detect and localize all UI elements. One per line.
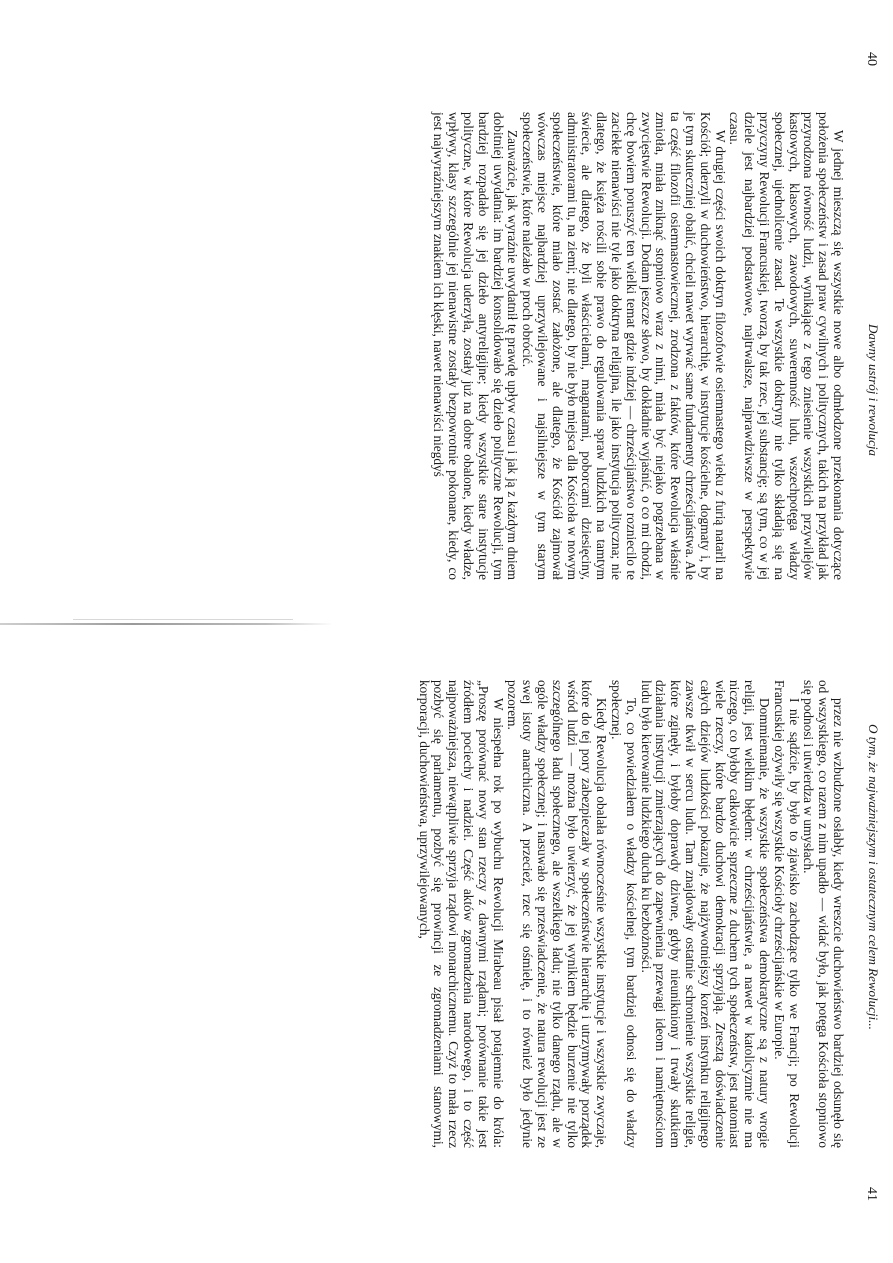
paragraph: I nie sądźcie, by było to zjawisko zachodzące tylko we Francji; po Rewolucji Francuskiej ożywiły się wszystkie Kościoły chrześcijańskie w Europie. [771, 680, 802, 1148]
running-head: Dawny ustrój i rewolucja [866, 323, 881, 457]
paragraph: W jednej mieszczą się wszystkie nowe albo odmłodzone przekonania dotyczące położenia społeczeństw i zasad praw cywilnych i politycznych, takich na przykład jak przyrodzona równość ludzi, wynikające z tego zniesienie wszystkich przywilejów kastowych, klasowych, zawodowych, suwerenność ludu, wszechpotęga władzy społecznej, ujednolicenie zasad. Te wszystkie doktryny nie tylko składają się na przyczyny Rewolucji Francuskiej, tworzą, by tak rzec, jej substancję; są tym, co w jej dziele jest najbardziej podstawowe, najtrwalsze, najprawdziwsze w perspektywie czasu. [727, 112, 846, 580]
paragraph: W niespełna rok po wybuchu Rewolucji Mirabeau pisał potajemnie do króla: „Proszę porównać nowy stan rzeczy z dawnymi rządami; porównanie takie jest źródłem pociechy i nadziei. Część aktów zgromadzenia narodowego, i to część najpoważniejsza, niewątpliwie sprzyja rządowi monarchicznemu. Czyż to mała rzecz pozbyć się parlamentu, pozbyć się prowincji ze zgromadzeniami stanowymi, korporacji, duchowieństwa, uprzywilejowanych, [416, 680, 506, 1148]
paragraph: przez nie wzbudzone osłabły, kiedy wreszcie duchowieństwo bardziej odsunęło się od wszystkiego, co razem z nim upadło — widać było, jak potęga Kościoła stopniowo się podnosi i utwierdza w umysłach. [801, 680, 846, 1148]
gutter-line [73, 619, 293, 620]
right-page [0, 632, 893, 1263]
page-number: 40 [864, 52, 879, 66]
running-head: O tym, że najważniejszym i ostatecznym celem Rewolucji... [866, 724, 881, 1030]
paragraph: W drugiej części swoich doktryn filozofowie osiemnastego wieku z furią natarli na Kościół; uderzyli w duchowieństwo, hierarchię, w instytucje kościelne, dogmaty i, by je tym skuteczniej obalić, chcieli nawet wyrwać same fundamenty chrześcijaństwa. Ale ta część filozofii osiemnastowiecznej, zrodzona z faktów, które Rewolucja właśnie zmiotła, miała zniknąć stopniowo wraz z nimi, miała być niejako pogrzebana w zwycięstwie Rewolucji. Dodam jeszcze słowo, by dokładnie wyjaśnić, o co mi chodzi, chcę bowiem poruszyć ten wielki temat gdzie indziej — chrześcijaństwo rozniecilo te zaciekłe nienawiści nie tyle jako doktryna religijna, ile jako instytucja polityczna; nie dlatego, że księża rościli sobie prawo do regulowania spraw ludzkich na tamtym świecie, ale dlatego, że byli właścicielami, magnatami, poborcami dziesięciny, administratorami tu, na ziemi; nie dlatego, by nie było miejsca dla Kościoła w nowym społeczeństwie, które miało zostać założone, ale dlatego, że Kościół zajmował wówczas miejsce najbardziej uprzywilejowane i najsilniejsze w tym starym społeczeństwie, które należało w proch obrócić. [520, 112, 728, 580]
body-text [416, 680, 845, 1148]
paragraph: To, co powiedziałem o władzy kościelnej, tym bardziej odnosi się do władzy społecznej. [609, 680, 639, 1148]
paragraph: Zauważcie, jak wyraźnie uwydatnił tę prawdę upływ czasu i jak ją z każdym dniem dobitniej uwydatnia: im bardziej konsolidowało się dzieło polityczne Rewolucji, tym bardziej rozpadało się jej dzieło antyreligijne; kiedy wszystkie stare instytucje polityczne, w które Rewolucja uderzyła, zostały już na dobre obalone, kiedy władze, wpływy, klasy szczególnie jej nienawistne zostały bezpowrotnie pokonane, kiedy, co jest najwyraźniejszym znakiem ich klęski, nawet nienawiści niegdyś [431, 112, 521, 580]
page-number: 41 [864, 1187, 879, 1201]
body-text [431, 112, 845, 580]
paragraph: Dommiemanie, że wszystkie społeczeństwa demokratyczne są z natury wrogie religii, jest wielkim błędem: w chrześcijaństwie, a nawet w katolicyzmie nie ma niczego, co byłoby całkowicie sprzeczne z duchem tych społeczeństw, jest natomiast wiele rzeczy, które bardzo duchowi demokracji sprzyjają. Zresztą doświadczenie całych dziejów ludzkości pokazuje, że najżywotniejszy korzeń instynktu religijnego zawsze tkwił w sercu ludu. Tam znajdowały ostatnie schronienie wszystkie religie, które zginęły, i byłoby doprawdy dziwne, gdyby nieunikniony i trwały skutkiem działania instytucji zmierzających do zapewnienia przewagi ideom i namiętnościom ludu było kierowanie ludzkiego ducha ku bezbożności. [638, 680, 773, 1148]
paragraph: Kiedy Rewolucja obalała równocześnie wszystkie instytucje i wszystkie zwyczaje, które do tej pory zabezpieczały w społeczeństwie hierarchię i utrzymywały porządek wśród ludzi — można było uwierzyć, że jej wynikiem będzie burzenie nie tylko szczególnego ładu społecznego, ale wszelkiego ładu; nie tylko danego rządu, ale w ogóle władzy społecznej; i nasuwało się przeświadczenie, że natura rewolucji jest ze swej istoty anarchiczna. A przecież, rzec się ośmielę, i to również było jedynie pozorem. [505, 680, 610, 1148]
gutter-shadow [0, 623, 333, 625]
